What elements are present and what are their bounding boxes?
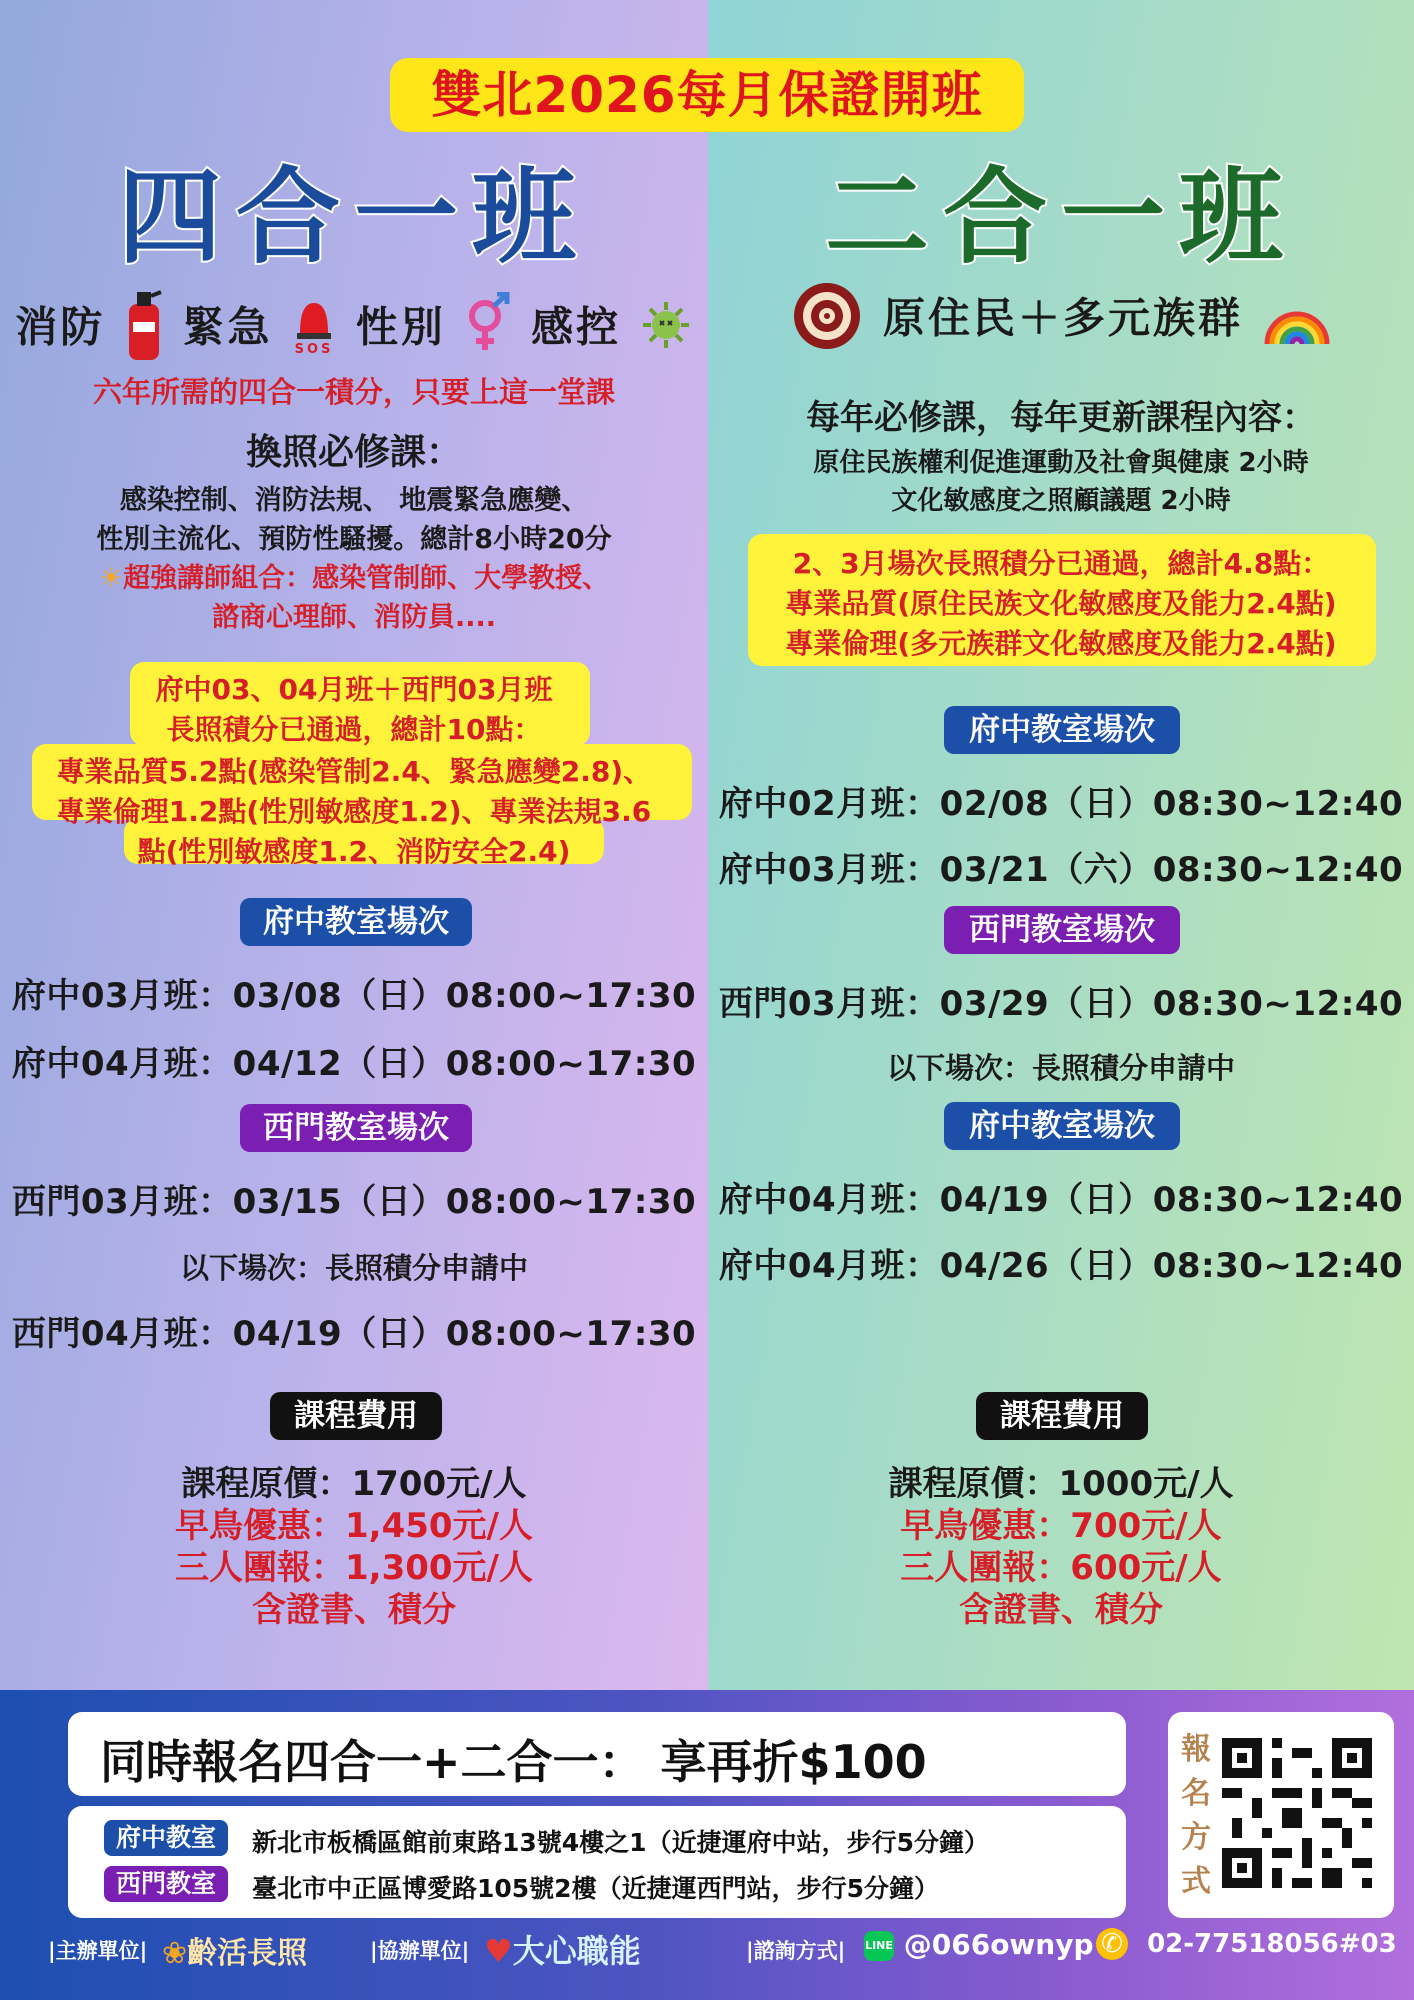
left-course-line-1: 感染控制、消防法規、 地震緊急應變、 xyxy=(119,485,589,516)
left-credit-line-1: 府中03、04月班＋西門03月班 xyxy=(155,673,553,706)
fuzhong-address: 新北市板橋區館前東路13號4樓之1（近捷運府中站，步行5分鐘） xyxy=(252,1828,989,1857)
subject-infection: 感控 xyxy=(531,302,622,352)
right-subject-text: 原住民＋多元族群 xyxy=(882,293,1243,343)
left-fee-group: 三人團報：1,300元/人 xyxy=(175,1548,533,1588)
left-credit-line-4: 專業倫理1.2點(性別敏感度1.2)、專業法規3.6 xyxy=(56,795,652,828)
right-fee-early: 早鳥優惠：700元/人 xyxy=(900,1506,1222,1546)
right-fuzhong2-label: 府中教室場次 xyxy=(944,1102,1180,1150)
subject-fire: 消防 xyxy=(15,302,106,352)
right-fuzhong-session-1: 府中02月班：02/08（日）08:30~12:40 xyxy=(718,784,1404,824)
left-fuzhong-session-2: 府中04月班：04/12（日）08:00~17:30 xyxy=(11,1044,697,1084)
co-organizer-name: ♥大心職能 xyxy=(484,1932,641,1970)
right-ximen-label: 西門教室場次 xyxy=(944,906,1180,954)
contact-label: |諮詢方式| xyxy=(746,1939,846,1963)
right-fee-group: 三人團報：600元/人 xyxy=(900,1548,1222,1588)
ximen-address: 臺北市中正區博愛路105號2樓（近捷運西門站，步行5分鐘） xyxy=(252,1874,939,1903)
promo-text: 同時報名四合一+二合一： 享再折$100 xyxy=(100,1735,927,1789)
left-teacher-line-1: ☀超強講師組合：感染管制師、大學教授、 xyxy=(98,563,610,594)
line-contact[interactable]: LINE @066ownyp xyxy=(865,1928,1094,1961)
sun-icon: ☀ xyxy=(98,563,124,594)
organizer-label: |主辦單位| xyxy=(48,1939,148,1963)
organizer-name: ❀齡活長照 xyxy=(162,1936,308,1971)
left-ximen-label: 西門教室場次 xyxy=(240,1104,472,1152)
fuzhong-address-tag: 府中教室 xyxy=(104,1820,228,1856)
organizer-logo-icon: ❀ xyxy=(162,1936,188,1971)
right-fee-original: 課程原價：1000元/人 xyxy=(888,1464,1234,1504)
right-fee-label: 課程費用 xyxy=(976,1392,1148,1440)
left-credit-line-2: 長照積分已通過，總計10點： xyxy=(166,713,542,746)
left-required-heading: 換照必修課： xyxy=(245,432,462,473)
left-subjects xyxy=(0,288,708,372)
phone-icon: ✆ xyxy=(1096,1928,1128,1960)
left-fuzhong-session-1: 府中03月班：03/08（日）08:00~17:30 xyxy=(11,976,697,1016)
right-fuzhong-label: 府中教室場次 xyxy=(944,706,1180,754)
left-credit-line-5: 點(性別敏感度1.2、消防安全2.4) xyxy=(137,835,571,868)
right-fee-note: 含證書、積分 xyxy=(959,1590,1163,1630)
left-teacher-line-2: 諮商心理師、消防員.... xyxy=(211,602,497,633)
left-ximen-session-1: 西門03月班：03/15（日）08:00~17:30 xyxy=(11,1182,697,1222)
right-title: 二合一班 xyxy=(824,156,1297,278)
fire-extinguisher-icon xyxy=(125,288,163,372)
right-fuzhong-session-2: 府中03月班：03/21（六）08:30~12:40 xyxy=(718,850,1404,890)
left-fuzhong-label: 府中教室場次 xyxy=(240,898,472,946)
right-course-line-1: 原住民族權利促進運動及社會與健康 2小時 xyxy=(813,448,1309,478)
left-fee-early: 早鳥優惠：1,450元/人 xyxy=(175,1506,533,1546)
right-ximen-session-1: 西門03月班：03/29（日）08:30~12:40 xyxy=(718,984,1404,1024)
ximen-address-tag: 西門教室 xyxy=(104,1866,228,1902)
heart-logo-icon: ♥ xyxy=(484,1932,513,1970)
alarm-siren-icon xyxy=(292,295,336,365)
subject-gender: 性別 xyxy=(355,302,446,352)
indigenous-pattern-icon xyxy=(791,280,863,362)
left-credit-line-3: 專業品質5.2點(感染管制2.4、緊急應變2.8)、 xyxy=(56,755,652,788)
gender-symbol-icon xyxy=(465,292,511,368)
right-pending-note: 以下場次：長照積分申請中 xyxy=(886,1051,1235,1085)
right-credit-line-2: 專業品質(原住民族文化敏感度及能力2.4點) xyxy=(785,587,1337,620)
left-fee-original: 課程原價：1700元/人 xyxy=(181,1464,527,1504)
subject-emergency: 緊急 xyxy=(182,302,273,352)
registration-label: 報 名 方 式 xyxy=(1181,1732,1211,1899)
rainbow-icon xyxy=(1263,286,1331,356)
left-fee-note: 含證書、積分 xyxy=(252,1590,456,1630)
left-ximen-pending-session: 西門04月班：04/19（日）08:00~17:30 xyxy=(11,1314,697,1354)
virus-icon xyxy=(641,300,691,360)
right-credit-line-3: 專業倫理(多元族群文化敏感度及能力2.4點) xyxy=(785,627,1337,660)
left-course-line-2: 性別主流化、預防性騷擾。總計8小時20分 xyxy=(96,524,612,555)
right-heading: 每年必修課，每年更新課程內容： xyxy=(806,398,1316,438)
right-fuzhong2-session-1: 府中04月班：04/19（日）08:30~12:40 xyxy=(718,1180,1404,1220)
right-course-line-2: 文化敏感度之照顧議題 2小時 xyxy=(891,486,1231,516)
phone-contact[interactable]: ✆ 02-77518056#03 xyxy=(1096,1928,1397,1960)
qr-code-icon[interactable] xyxy=(1222,1738,1372,1888)
left-fee-label: 課程費用 xyxy=(270,1392,442,1440)
right-fuzhong2-session-2: 府中04月班：04/26（日）08:30~12:40 xyxy=(718,1246,1404,1286)
left-title: 四合一班 xyxy=(117,156,590,278)
left-red-intro: 六年所需的四合一積分，只要上這一堂課 xyxy=(92,375,615,409)
co-organizer-label: |協辦單位| xyxy=(370,1939,470,1963)
right-credit-line-1: 2、3月場次長照積分已通過，總計4.8點： xyxy=(792,547,1330,580)
left-pending-note: 以下場次：長照積分申請中 xyxy=(179,1251,528,1285)
line-app-icon: LINE xyxy=(864,1931,894,1961)
svg-text:SOS: SOS xyxy=(294,342,334,355)
right-subjects xyxy=(708,280,1414,362)
page-banner: 雙北2026每月保證開班 xyxy=(390,58,1024,132)
